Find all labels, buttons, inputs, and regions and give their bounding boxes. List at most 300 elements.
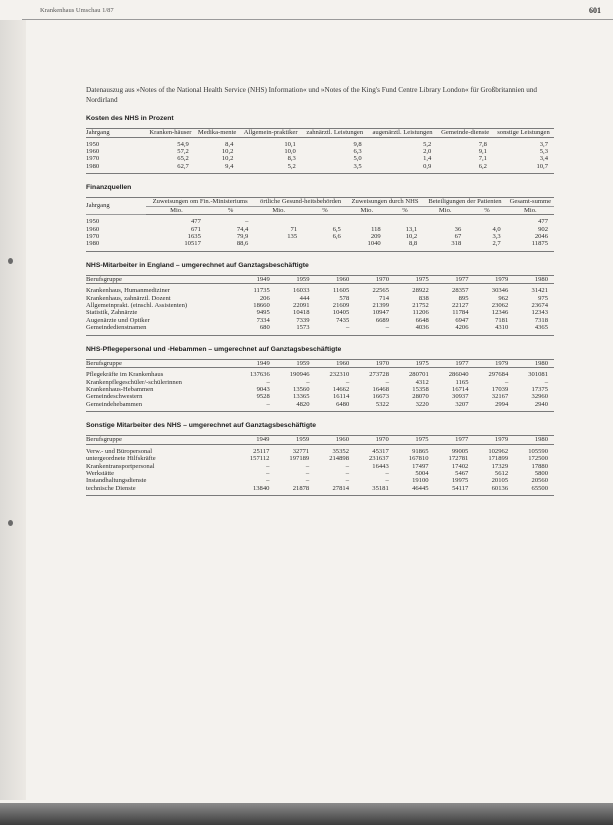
table-cell: 2994 (495, 400, 509, 408)
table-cell: 680 (259, 324, 270, 332)
costs-header-row (86, 129, 554, 138)
funding-group-header-row (86, 198, 554, 207)
table-cell: 57,2 (177, 147, 189, 155)
funding-subheader-row (86, 206, 554, 215)
table-cell: 318 (451, 240, 462, 248)
table-cell: 7435 (336, 316, 350, 324)
table-cell: 8,4 (225, 140, 234, 148)
table-cell: 5,2 (287, 162, 296, 170)
table-cell: 2,7 (492, 240, 501, 248)
table-cell: 7181 (495, 316, 509, 324)
unit-header: Mio. (347, 206, 387, 215)
table-cell: 22091 (293, 302, 310, 310)
column-header: 1975 (395, 436, 435, 445)
table-cell: – (385, 477, 389, 485)
column-header: 1977 (435, 436, 475, 445)
costs-section (86, 115, 554, 174)
staff-body (86, 284, 554, 335)
table-cell: 16033 (293, 287, 310, 295)
table-cell: 5322 (375, 400, 389, 408)
table-cell: 23062 (491, 302, 509, 310)
table-cell: 71 (290, 225, 298, 233)
table-cell: 30937 (452, 393, 469, 401)
row-label: 1980 (86, 162, 100, 170)
table-cell: 4365 (534, 324, 548, 332)
table-cell: 35352 (332, 447, 349, 455)
table-cell: 7,1 (478, 155, 487, 163)
table-cell: – (345, 324, 350, 332)
running-title: Krankenhaus Umschau 1/87 (40, 7, 114, 14)
column-header: Gemeinde-dienste (437, 129, 493, 138)
table-cell: – (345, 462, 349, 470)
table-cell: 11206 (412, 309, 429, 317)
group-header: örtliche Gesund-heitsbehörden (254, 198, 346, 207)
table-cell: 3220 (415, 400, 429, 408)
table-cell: 19100 (412, 477, 429, 485)
unit-header: Mio. (507, 206, 554, 215)
table-cell: 16443 (372, 462, 389, 470)
table-cell: – (266, 469, 270, 477)
other-staff-table (86, 435, 554, 495)
table-cell: 32960 (531, 393, 548, 401)
table-cell: – (305, 469, 310, 477)
table-rule (86, 411, 554, 412)
table-cell: 12343 (531, 309, 548, 317)
table-rule (86, 173, 554, 174)
column-header: augenärztl. Leistungen (368, 129, 438, 138)
table-cell: 16714 (452, 386, 469, 393)
table-cell: 9,8 (353, 140, 362, 148)
table-rule (86, 335, 554, 336)
table-cell (303, 215, 347, 226)
table-cell: 3,4 (539, 155, 548, 163)
column-header: 1977 (435, 359, 475, 368)
unit-header: % (467, 206, 506, 215)
column-header: 1959 (276, 275, 316, 284)
table-cell: 8,3 (287, 155, 296, 163)
table-cell: 9528 (256, 393, 270, 401)
table-cell: 118 (371, 225, 381, 233)
column-header: 1975 (395, 359, 435, 368)
table-row (86, 470, 554, 477)
table-cell: 444 (299, 294, 310, 302)
column-header: 1979 (475, 359, 515, 368)
row-label: 1970 (86, 155, 100, 163)
table-cell: 23674 (531, 302, 548, 310)
table-cell: 214898 (329, 455, 349, 463)
table-cell: – (266, 400, 270, 408)
table-cell: 32771 (292, 447, 310, 455)
table-rule (86, 495, 554, 496)
table-cell: – (345, 378, 350, 386)
table-cell: 5800 (534, 469, 548, 477)
table-cell: 13365 (293, 393, 310, 401)
table-cell: 4036 (415, 324, 429, 332)
table-cell: 1635 (187, 232, 201, 240)
table-cell: – (345, 477, 349, 485)
column-header: 1960 (315, 436, 355, 445)
table-cell: 231637 (368, 455, 389, 463)
column-header: 1979 (475, 275, 515, 284)
table-row (86, 226, 554, 233)
table-cell: 838 (418, 294, 429, 302)
table-cell: 2046 (534, 232, 548, 240)
table-cell: 28357 (452, 287, 469, 295)
table-cell: 209 (370, 232, 381, 240)
funding-body (86, 215, 554, 251)
table-cell: 5467 (455, 469, 469, 477)
page-number: 601 (589, 6, 601, 15)
table-rule (86, 251, 554, 252)
column-header: 1980 (514, 275, 554, 284)
row-label: Krankenhaus, Humanmediziner (86, 287, 170, 295)
row-label: 1960 (86, 225, 100, 233)
funding-table-title: Finanzquellen (86, 184, 132, 192)
column-header: 1980 (514, 436, 554, 445)
table-cell: 975 (538, 294, 548, 302)
table-cell: 137636 (249, 371, 270, 379)
table-cell: 16673 (372, 393, 389, 401)
staff-table (86, 275, 554, 335)
table-cell: – (385, 469, 389, 477)
table-cell: 28070 (412, 393, 429, 401)
table-cell: 28922 (412, 287, 429, 295)
table-cell: 22127 (452, 302, 469, 310)
group-header: Zuweisungen om Fin.-Ministeriums (146, 198, 254, 207)
table-cell: 17880 (531, 462, 548, 470)
column-header: Berufsgruppe (86, 275, 236, 284)
column-header: 1970 (355, 275, 395, 284)
table-cell: 88,6 (236, 240, 249, 248)
table-cell: 135 (287, 232, 298, 240)
column-header: 1959 (275, 436, 315, 445)
column-header: 1970 (355, 359, 395, 368)
table-cell: – (245, 218, 249, 226)
table-row (86, 324, 554, 334)
table-cell: 301081 (528, 371, 548, 379)
table-cell: 714 (379, 294, 389, 302)
table-cell: 12346 (491, 309, 509, 317)
table-cell: 2940 (534, 400, 548, 408)
table-row (86, 317, 554, 324)
column-header: 1980 (514, 359, 554, 368)
table-row (86, 137, 554, 148)
table-cell: 5004 (415, 469, 429, 477)
scan-bottom-edge (0, 803, 613, 825)
table-cell (423, 215, 467, 226)
table-cell: 11784 (452, 309, 469, 317)
table-row (86, 163, 554, 173)
table-cell: 157112 (249, 455, 270, 463)
column-header: Jahrgang (86, 198, 146, 215)
costs-body (86, 137, 554, 173)
table-cell: 65500 (531, 484, 548, 492)
binding-hole-icon (8, 520, 13, 526)
table-row (86, 444, 554, 455)
table-cell: 67 (454, 232, 462, 240)
table-cell: 197189 (289, 455, 310, 463)
table-cell: 17402 (451, 462, 469, 470)
row-label: untergeordnete Hilfskräfte (86, 455, 156, 463)
costs-table (86, 128, 554, 173)
table-cell: – (305, 462, 310, 470)
table-cell: 9,4 (225, 162, 234, 170)
row-label: Gemeindedienstnamen (86, 324, 147, 332)
row-label: Instandhaltungsdienste (86, 477, 147, 485)
table-cell: 7339 (296, 316, 310, 324)
column-header: Berufsgruppe (86, 359, 236, 368)
table-cell (387, 215, 424, 226)
table-cell: 21752 (412, 302, 429, 310)
table-cell: 32167 (491, 393, 509, 401)
column-header: 1960 (316, 275, 356, 284)
table-cell: 10,2 (221, 147, 234, 155)
row-label: Pflegekräfte im Krankenhaus (86, 371, 164, 379)
table-cell: 7318 (534, 316, 548, 324)
table-row (86, 240, 554, 250)
header-rule (22, 19, 613, 20)
table-row (86, 233, 554, 240)
table-cell: 54,9 (177, 140, 189, 148)
column-header: 1970 (355, 436, 395, 445)
table-cell: 22565 (372, 287, 389, 295)
table-cell: 172500 (528, 455, 548, 463)
table-cell: 13560 (293, 386, 310, 393)
row-label: Augenärzte und Optiker (86, 316, 150, 324)
table-cell: 6,6 (332, 232, 341, 240)
table-cell: 45317 (372, 447, 389, 455)
table-row (86, 455, 554, 462)
table-cell: 3,5 (353, 162, 362, 170)
table-cell: 20105 (491, 477, 509, 485)
table-row (86, 379, 554, 386)
nursing-body (86, 368, 554, 412)
table-cell: 4820 (296, 400, 310, 408)
row-label: technische Dienste (86, 484, 136, 492)
table-cell: – (544, 378, 548, 386)
table-row (86, 393, 554, 400)
table-row (86, 401, 554, 411)
table-cell (254, 240, 303, 250)
column-header: 1977 (435, 275, 475, 284)
unit-header: % (387, 206, 424, 215)
table-cell: 79,9 (236, 232, 249, 240)
unit-header: Mio. (254, 206, 303, 215)
table-cell: 3207 (455, 400, 469, 408)
row-label: Krankentransportpersonal (86, 462, 155, 470)
table-cell: 5,3 (539, 147, 548, 155)
binding-hole-icon (8, 258, 13, 264)
column-header: 1975 (395, 275, 435, 284)
staff-table-title: NHS-Mitarbeiter in England – umgerechnet auf Ganztagsbeschäftigte (86, 261, 309, 269)
table-cell: 232310 (329, 371, 350, 379)
table-cell: 19975 (451, 477, 469, 485)
table-cell: – (504, 378, 509, 386)
table-row (86, 302, 554, 309)
table-cell: 6689 (375, 316, 389, 324)
table-cell: 27814 (332, 484, 349, 492)
table-cell: 9043 (256, 386, 270, 393)
table-cell: 105590 (528, 447, 548, 455)
table-cell: 8,8 (408, 240, 418, 248)
table-cell: 60136 (491, 484, 509, 492)
table-cell (347, 215, 387, 226)
table-cell: 13,1 (405, 225, 418, 233)
table-cell: 91865 (412, 447, 429, 455)
table-cell: 36 (454, 225, 462, 233)
costs-table-title: Kosten des NHS in Prozent (86, 115, 174, 122)
table-cell: 477 (538, 218, 548, 226)
table-cell: 21399 (372, 302, 389, 310)
running-header (40, 6, 601, 18)
table-cell (303, 240, 347, 250)
table-cell: 21878 (292, 484, 310, 492)
table-cell: 6480 (336, 400, 350, 408)
table-cell: 15358 (412, 386, 429, 393)
table-cell: 280701 (408, 371, 429, 379)
row-label: Allgemeinprakt. (einschl. Assistenten) (86, 302, 188, 310)
table-cell: 1165 (455, 378, 469, 386)
table-cell: 5,0 (353, 155, 362, 163)
column-header: sonstige Leistungen (493, 129, 554, 138)
table-cell: 54117 (452, 484, 469, 492)
table-cell: 671 (190, 225, 201, 233)
column-header: 1949 (236, 275, 276, 284)
table-cell: 17039 (491, 386, 509, 393)
table-cell: – (345, 469, 349, 477)
table-cell: 1,4 (423, 155, 432, 163)
table-cell: 16468 (372, 386, 389, 393)
table-cell: 190946 (289, 371, 310, 379)
row-label: 1980 (86, 240, 100, 248)
table-cell: 65,2 (177, 155, 189, 163)
table-cell: 30346 (491, 287, 509, 295)
table-cell: 10,1 (284, 140, 296, 148)
funding-section (86, 184, 554, 252)
table-cell: 10947 (372, 309, 389, 317)
table-row (86, 284, 554, 295)
table-cell: 4310 (495, 324, 509, 332)
group-header: Beteiligungen der Patienten (423, 198, 507, 207)
table-cell: 206 (259, 294, 270, 302)
table-cell: 17329 (491, 462, 509, 470)
table-cell: 3,3 (492, 232, 501, 240)
nursing-table (86, 359, 554, 412)
main-content (86, 86, 554, 506)
table-cell: 5612 (494, 469, 509, 477)
table-row (86, 386, 554, 393)
table-cell: – (306, 378, 310, 386)
table-cell: 16114 (333, 393, 350, 401)
table-cell: 10,2 (405, 232, 418, 240)
column-header: Berufsgruppe (86, 436, 236, 445)
table-cell: 62,7 (177, 162, 189, 170)
table-cell: 11875 (531, 240, 548, 248)
table-cell: 35181 (372, 484, 389, 492)
table-cell: – (305, 477, 310, 485)
table-cell: 5,2 (423, 140, 432, 148)
column-header: 1979 (474, 436, 514, 445)
table-cell: 74,4 (236, 225, 249, 233)
table-row (86, 309, 554, 316)
row-label: Krankenpflegeschüler/-schülerinnen (86, 378, 182, 386)
table-cell: 4312 (415, 378, 429, 386)
table-row (86, 155, 554, 162)
table-cell: 9495 (256, 309, 270, 317)
table-cell: 6947 (455, 316, 469, 324)
table-cell: 10,7 (536, 162, 548, 170)
row-label: Gemeindehebammen (86, 400, 143, 408)
table-cell: 10517 (184, 240, 201, 248)
table-cell: 10418 (293, 309, 310, 317)
row-label: Krankenhaus-Hebammen (86, 386, 154, 393)
table-cell: 477 (190, 218, 201, 226)
unit-header: % (303, 206, 347, 215)
table-row (86, 485, 554, 495)
table-cell: 6648 (415, 316, 429, 324)
table-cell: 6,2 (478, 162, 487, 170)
table-row (86, 477, 554, 484)
table-row (86, 148, 554, 155)
table-cell: 31421 (531, 287, 548, 295)
row-label: Krankenhaus, zahnärztl. Dozent (86, 294, 171, 302)
unit-header: Mio. (146, 206, 207, 215)
row-label: Gemeindeschwestern (86, 393, 143, 401)
unit-header: % (207, 206, 255, 215)
row-label: Verw.- und Büropersonal (86, 447, 153, 455)
table-cell: 10405 (332, 309, 350, 317)
other-staff-body (86, 444, 554, 495)
table-cell (467, 215, 506, 226)
table-cell: 25117 (253, 447, 270, 455)
source-note: Datenauszug aus »Notes of the National Health Service (NHS) Information« und »Notes of the King's Fund Centre Library London« für Großbritannien und Nordirland (86, 86, 538, 104)
table-cell: 167810 (408, 455, 429, 463)
table-cell: 10,2 (221, 155, 234, 163)
table-cell: 102962 (488, 447, 509, 455)
nursing-table-title: NHS-Pflegepersonal und -Hebammen – umgerechnet auf Ganztagsbeschäftigte (86, 345, 342, 353)
column-header: 1949 (236, 359, 276, 368)
staff-header-row (86, 275, 554, 284)
row-label: 1970 (86, 232, 100, 240)
table-cell: 17375 (531, 386, 548, 393)
table-cell: 962 (498, 294, 509, 302)
adjacent-page-edge (0, 20, 26, 800)
table-cell: 6,3 (353, 147, 362, 155)
table-cell: – (385, 378, 389, 386)
table-cell: 13840 (252, 484, 270, 492)
row-label: Statistik, Zahnärzte (86, 309, 138, 317)
table-cell: 21609 (332, 302, 350, 310)
row-label: 1960 (86, 147, 100, 155)
column-header: 1949 (236, 436, 275, 445)
table-cell: 6,5 (332, 225, 341, 233)
row-label: Werkstätte (86, 469, 115, 477)
column-header: Kranken-häuser (146, 129, 195, 138)
column-header: zahnärztl. Leistungen (302, 129, 368, 138)
table-cell: – (266, 477, 270, 485)
table-cell: 14662 (332, 386, 350, 393)
table-cell: 1573 (296, 324, 310, 332)
table-cell: 7,8 (478, 140, 487, 148)
table-cell: 172781 (448, 455, 469, 463)
table-cell: 902 (538, 225, 548, 233)
table-row (86, 295, 554, 302)
table-cell: 1040 (367, 240, 381, 248)
column-header: Jahrgang (86, 129, 146, 138)
table-cell: 171899 (488, 455, 509, 463)
funding-table (86, 197, 554, 251)
table-row (86, 368, 554, 379)
